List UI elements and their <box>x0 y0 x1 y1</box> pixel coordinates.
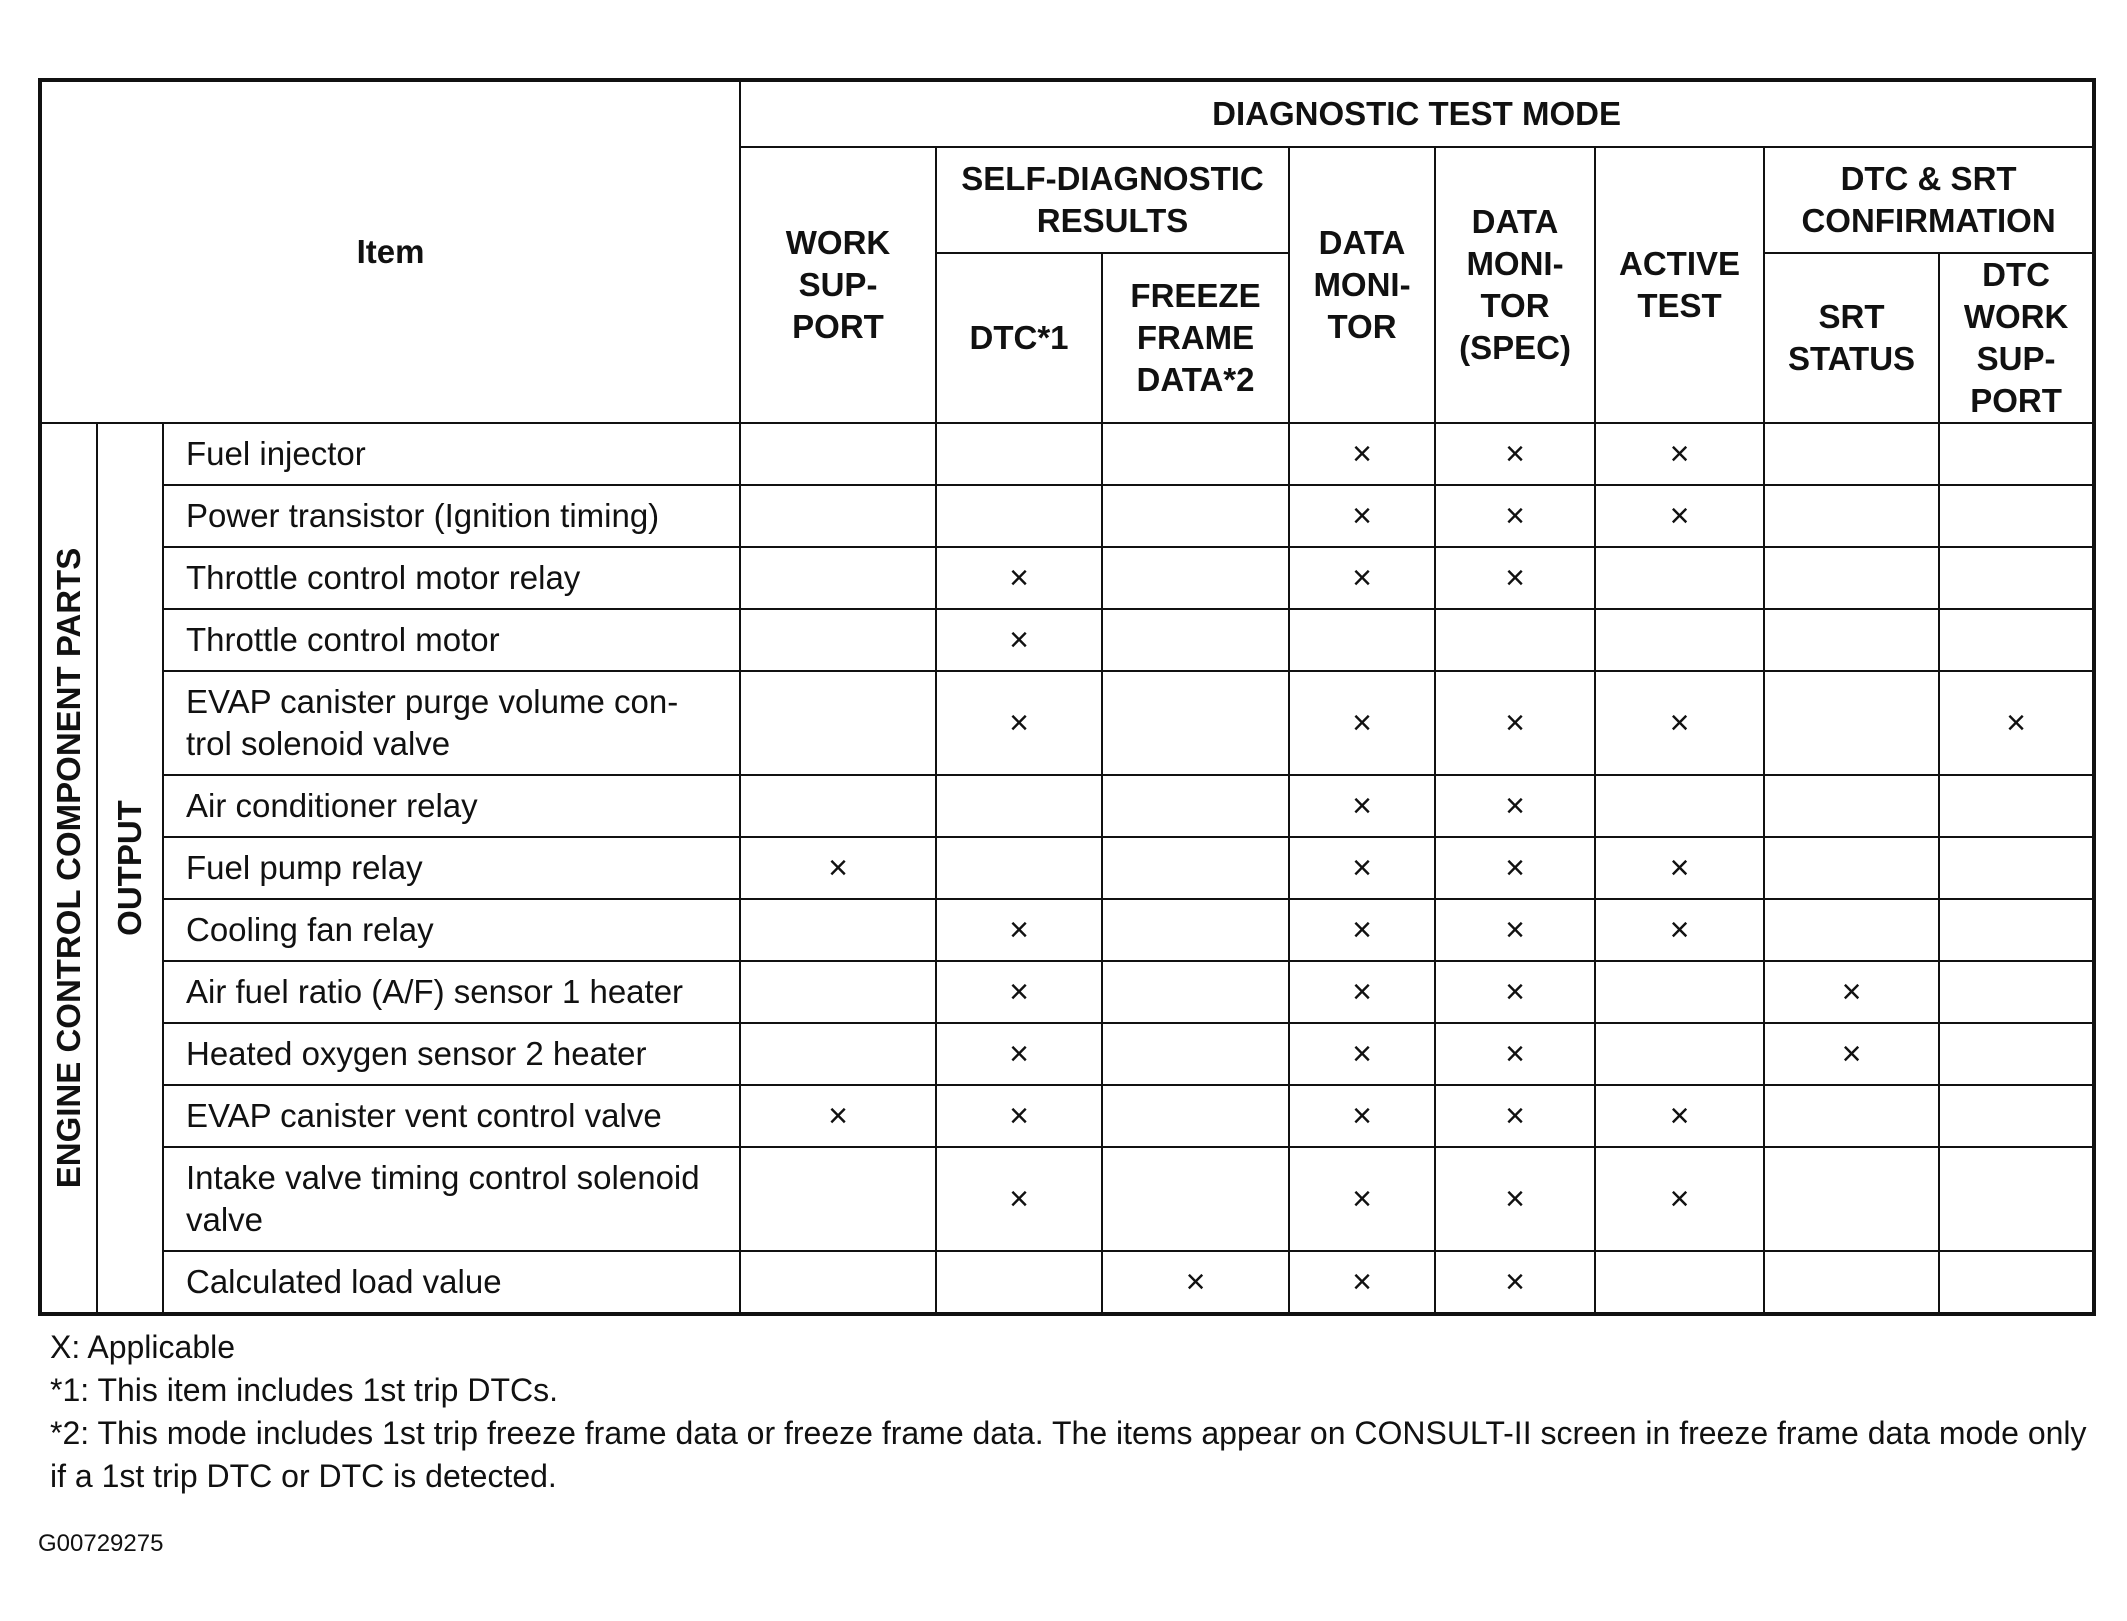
srt-status-cell <box>1764 775 1939 837</box>
srt-status-cell <box>1764 837 1939 899</box>
applicable-mark: × <box>1669 1096 1690 1135</box>
applicable-mark: × <box>1505 1096 1525 1135</box>
dtc-cell <box>936 671 1102 775</box>
work-support-cell <box>740 1085 936 1147</box>
applicable-mark: × <box>1352 1179 1372 1218</box>
dtc-work-support-cell <box>1939 961 2094 1023</box>
item-cell: Fuel injector <box>163 423 740 485</box>
group-label-cell <box>40 423 97 1314</box>
item-cell: Throttle control motor <box>163 609 740 671</box>
applicable-mark: × <box>1185 1262 1206 1301</box>
footnote-1: *1: This item includes 1st trip DTCs. <box>50 1372 559 1408</box>
active-test-cell <box>1595 1085 1764 1147</box>
applicable-mark: × <box>1352 1262 1372 1301</box>
active-test-cell <box>1595 775 1764 837</box>
data-monitor-header: DATA MONI- TOR <box>1289 147 1435 423</box>
data-monitor-spec-cell <box>1435 609 1595 671</box>
freeze-frame-data-cell <box>1102 547 1289 609</box>
dtc-cell <box>936 1023 1102 1085</box>
item-cell: Intake valve timing control solenoid valve <box>163 1147 740 1251</box>
applicable-legend: X: Applicable <box>50 1329 236 1365</box>
item-cell: EVAP canister vent control valve <box>163 1085 740 1147</box>
applicable-mark: × <box>1505 703 1525 742</box>
applicable-mark: × <box>1669 1179 1690 1218</box>
applicable-mark: × <box>1009 972 1029 1011</box>
applicable-mark: × <box>1505 1262 1525 1301</box>
item-cell: Air fuel ratio (A/F) sensor 1 heater <box>163 961 740 1023</box>
applicable-mark: × <box>1352 703 1372 742</box>
dtc-work-support-cell <box>1939 1147 2094 1251</box>
item-cell: Calculated load value <box>163 1251 740 1314</box>
data-monitor-spec-header: DATA MONI- TOR (SPEC) <box>1435 147 1595 423</box>
work-support-cell <box>740 609 936 671</box>
item-cell: Throttle control motor relay <box>163 547 740 609</box>
item-cell: Fuel pump relay <box>163 837 740 899</box>
dtc-srt-confirmation-header: DTC & SRT CONFIRMATION <box>1764 147 2094 253</box>
table-row <box>40 547 2094 609</box>
applicable-mark: × <box>2006 703 2026 742</box>
data-monitor-spec-cell <box>1435 485 1595 547</box>
freeze-frame-data-cell <box>1102 1023 1289 1085</box>
work-support-cell <box>740 899 936 961</box>
applicable-mark: × <box>1009 558 1029 597</box>
item-cell: Cooling fan relay <box>163 899 740 961</box>
applicable-mark: × <box>1841 972 1862 1011</box>
data-monitor-spec-cell <box>1435 423 1595 485</box>
dtc-cell <box>936 1085 1102 1147</box>
data-monitor-cell <box>1289 485 1435 547</box>
freeze-frame-data-cell <box>1102 609 1289 671</box>
item-cell: Heated oxygen sensor 2 heater <box>163 1023 740 1085</box>
applicable-mark: × <box>1505 786 1525 825</box>
data-monitor-spec-cell <box>1435 1023 1595 1085</box>
work-support-cell <box>740 961 936 1023</box>
table-row <box>40 423 2094 485</box>
work-support-cell <box>740 547 936 609</box>
diagnostic-test-mode-header: DIAGNOSTIC TEST MODE <box>740 80 2094 147</box>
item-cell: Air conditioner relay <box>163 775 740 837</box>
footnotes <box>38 1326 2092 1498</box>
table-row <box>40 1251 2094 1314</box>
dtc-cell <box>936 961 1102 1023</box>
dtc-cell <box>936 547 1102 609</box>
data-monitor-spec-cell <box>1435 837 1595 899</box>
applicable-mark: × <box>1352 910 1372 949</box>
figure-code: G00729275 <box>38 1530 164 1557</box>
dtc-work-support-cell <box>1939 1023 2094 1085</box>
applicable-mark: × <box>1669 910 1690 949</box>
applicable-mark: × <box>1352 972 1372 1011</box>
data-monitor-spec-cell <box>1435 961 1595 1023</box>
applicable-mark: × <box>1505 848 1525 887</box>
applicable-mark: × <box>1505 972 1525 1011</box>
dtc-cell <box>936 1251 1102 1314</box>
dtc-work-support-cell <box>1939 423 2094 485</box>
data-monitor-cell <box>1289 1085 1435 1147</box>
dtc-cell <box>936 837 1102 899</box>
dtc-work-support-cell <box>1939 1251 2094 1314</box>
applicable-mark: × <box>828 1096 848 1135</box>
table-body <box>40 423 2094 1314</box>
active-test-cell <box>1595 1147 1764 1251</box>
subgroup-label-cell <box>97 423 163 1314</box>
srt-status-cell <box>1764 485 1939 547</box>
work-support-cell <box>740 671 936 775</box>
active-test-cell <box>1595 1251 1764 1314</box>
data-monitor-cell <box>1289 1023 1435 1085</box>
self-diagnostic-results-header: SELF-DIAGNOSTIC RESULTS <box>936 147 1289 253</box>
work-support-cell <box>740 485 936 547</box>
diagnostic-test-mode-document <box>38 78 2092 1498</box>
srt-status-cell <box>1764 1251 1939 1314</box>
applicable-mark: × <box>1009 1179 1029 1218</box>
active-test-cell <box>1595 837 1764 899</box>
srt-status-cell <box>1764 1147 1939 1251</box>
dtc-cell <box>936 609 1102 671</box>
work-support-cell <box>740 1023 936 1085</box>
dtc-work-support-cell <box>1939 671 2094 775</box>
applicable-mark: × <box>1352 558 1372 597</box>
work-support-header: WORK SUP- PORT <box>740 147 936 423</box>
dtc-header: DTC*1 <box>936 253 1102 423</box>
srt-status-cell <box>1764 1023 1939 1085</box>
srt-status-cell <box>1764 609 1939 671</box>
data-monitor-cell <box>1289 547 1435 609</box>
data-monitor-cell <box>1289 423 1435 485</box>
applicable-mark: × <box>1505 558 1525 597</box>
data-monitor-spec-cell <box>1435 547 1595 609</box>
freeze-frame-data-cell <box>1102 423 1289 485</box>
applicable-mark: × <box>1352 1096 1372 1135</box>
data-monitor-cell <box>1289 1147 1435 1251</box>
data-monitor-spec-cell <box>1435 899 1595 961</box>
active-test-cell <box>1595 485 1764 547</box>
dtc-work-support-cell <box>1939 547 2094 609</box>
table-row <box>40 961 2094 1023</box>
active-test-header: ACTIVE TEST <box>1595 147 1764 423</box>
subgroup-label: OUTPUT <box>111 800 148 936</box>
work-support-cell <box>740 837 936 899</box>
applicable-mark: × <box>1352 434 1372 473</box>
active-test-cell <box>1595 961 1764 1023</box>
applicable-mark: × <box>1352 1034 1372 1073</box>
dtc-cell <box>936 1147 1102 1251</box>
freeze-frame-data-cell <box>1102 837 1289 899</box>
applicable-mark: × <box>1505 496 1525 535</box>
data-monitor-cell <box>1289 609 1435 671</box>
dtc-cell <box>936 775 1102 837</box>
table-row <box>40 775 2094 837</box>
dtc-work-support-cell <box>1939 837 2094 899</box>
srt-status-cell <box>1764 671 1939 775</box>
freeze-frame-data-cell <box>1102 1147 1289 1251</box>
applicable-mark: × <box>1009 910 1029 949</box>
applicable-mark: × <box>1009 620 1029 659</box>
data-monitor-cell <box>1289 837 1435 899</box>
group-label: ENGINE CONTROL COMPONENT PARTS <box>50 547 87 1189</box>
srt-status-cell <box>1764 961 1939 1023</box>
item-cell: Power transistor (Ignition timing) <box>163 485 740 547</box>
applicable-mark: × <box>1669 496 1690 535</box>
active-test-cell <box>1595 899 1764 961</box>
data-monitor-spec-cell <box>1435 1085 1595 1147</box>
applicable-mark: × <box>1009 703 1029 742</box>
dtc-cell <box>936 423 1102 485</box>
dtc-cell <box>936 899 1102 961</box>
applicable-mark: × <box>1352 848 1372 887</box>
active-test-cell <box>1595 423 1764 485</box>
dtc-cell <box>936 485 1102 547</box>
applicable-mark: × <box>1669 703 1690 742</box>
dtc-work-support-cell <box>1939 485 2094 547</box>
freeze-frame-data-cell <box>1102 961 1289 1023</box>
applicable-mark: × <box>1009 1034 1029 1073</box>
applicable-mark: × <box>1841 1034 1862 1073</box>
srt-status-cell <box>1764 899 1939 961</box>
table-row <box>40 485 2094 547</box>
freeze-frame-data-cell <box>1102 1085 1289 1147</box>
data-monitor-spec-cell <box>1435 1147 1595 1251</box>
table-row <box>40 609 2094 671</box>
work-support-cell <box>740 775 936 837</box>
freeze-frame-data-cell <box>1102 899 1289 961</box>
table-row <box>40 1085 2094 1147</box>
freeze-frame-data-cell <box>1102 775 1289 837</box>
active-test-cell <box>1595 1023 1764 1085</box>
data-monitor-cell <box>1289 671 1435 775</box>
table-row <box>40 1023 2094 1085</box>
table-row <box>40 1147 2094 1251</box>
active-test-cell <box>1595 671 1764 775</box>
active-test-cell <box>1595 547 1764 609</box>
active-test-cell <box>1595 609 1764 671</box>
data-monitor-spec-cell <box>1435 1251 1595 1314</box>
applicable-mark: × <box>1669 434 1690 473</box>
table-row <box>40 899 2094 961</box>
applicable-mark: × <box>1505 1034 1525 1073</box>
applicable-mark: × <box>1669 848 1690 887</box>
item-cell: EVAP canister purge volume con- trol solenoid valve <box>163 671 740 775</box>
item-column-header: Item <box>40 80 740 423</box>
work-support-cell <box>740 1147 936 1251</box>
dtc-work-support-header: DTC WORK SUP- PORT <box>1939 253 2094 423</box>
data-monitor-cell <box>1289 899 1435 961</box>
srt-status-cell <box>1764 423 1939 485</box>
applicable-mark: × <box>828 848 848 887</box>
applicable-mark: × <box>1352 496 1372 535</box>
table-row <box>40 837 2094 899</box>
applicable-mark: × <box>1505 434 1525 473</box>
data-monitor-cell <box>1289 775 1435 837</box>
applicable-mark: × <box>1505 1179 1525 1218</box>
freeze-frame-data-cell <box>1102 1251 1289 1314</box>
work-support-cell <box>740 423 936 485</box>
diagnostic-test-mode-table <box>38 78 2096 1316</box>
footnote-2: *2: This mode includes 1st trip freeze frame data or freeze frame data. The items appear on CONSULT-II screen in freeze frame data mode only if a 1st trip DTC or DTC is detected. <box>50 1415 2087 1494</box>
applicable-mark: × <box>1505 910 1525 949</box>
freeze-frame-data-cell <box>1102 671 1289 775</box>
applicable-mark: × <box>1009 1096 1029 1135</box>
freeze-frame-data-cell <box>1102 485 1289 547</box>
data-monitor-spec-cell <box>1435 671 1595 775</box>
dtc-work-support-cell <box>1939 775 2094 837</box>
srt-status-header: SRT STATUS <box>1764 253 1939 423</box>
srt-status-cell <box>1764 1085 1939 1147</box>
dtc-work-support-cell <box>1939 609 2094 671</box>
data-monitor-spec-cell <box>1435 775 1595 837</box>
data-monitor-cell <box>1289 1251 1435 1314</box>
work-support-cell <box>740 1251 936 1314</box>
data-monitor-cell <box>1289 961 1435 1023</box>
dtc-work-support-cell <box>1939 899 2094 961</box>
srt-status-cell <box>1764 547 1939 609</box>
table-row <box>40 671 2094 775</box>
freeze-frame-data-header: FREEZE FRAME DATA*2 <box>1102 253 1289 423</box>
applicable-mark: × <box>1352 786 1372 825</box>
dtc-work-support-cell <box>1939 1085 2094 1147</box>
